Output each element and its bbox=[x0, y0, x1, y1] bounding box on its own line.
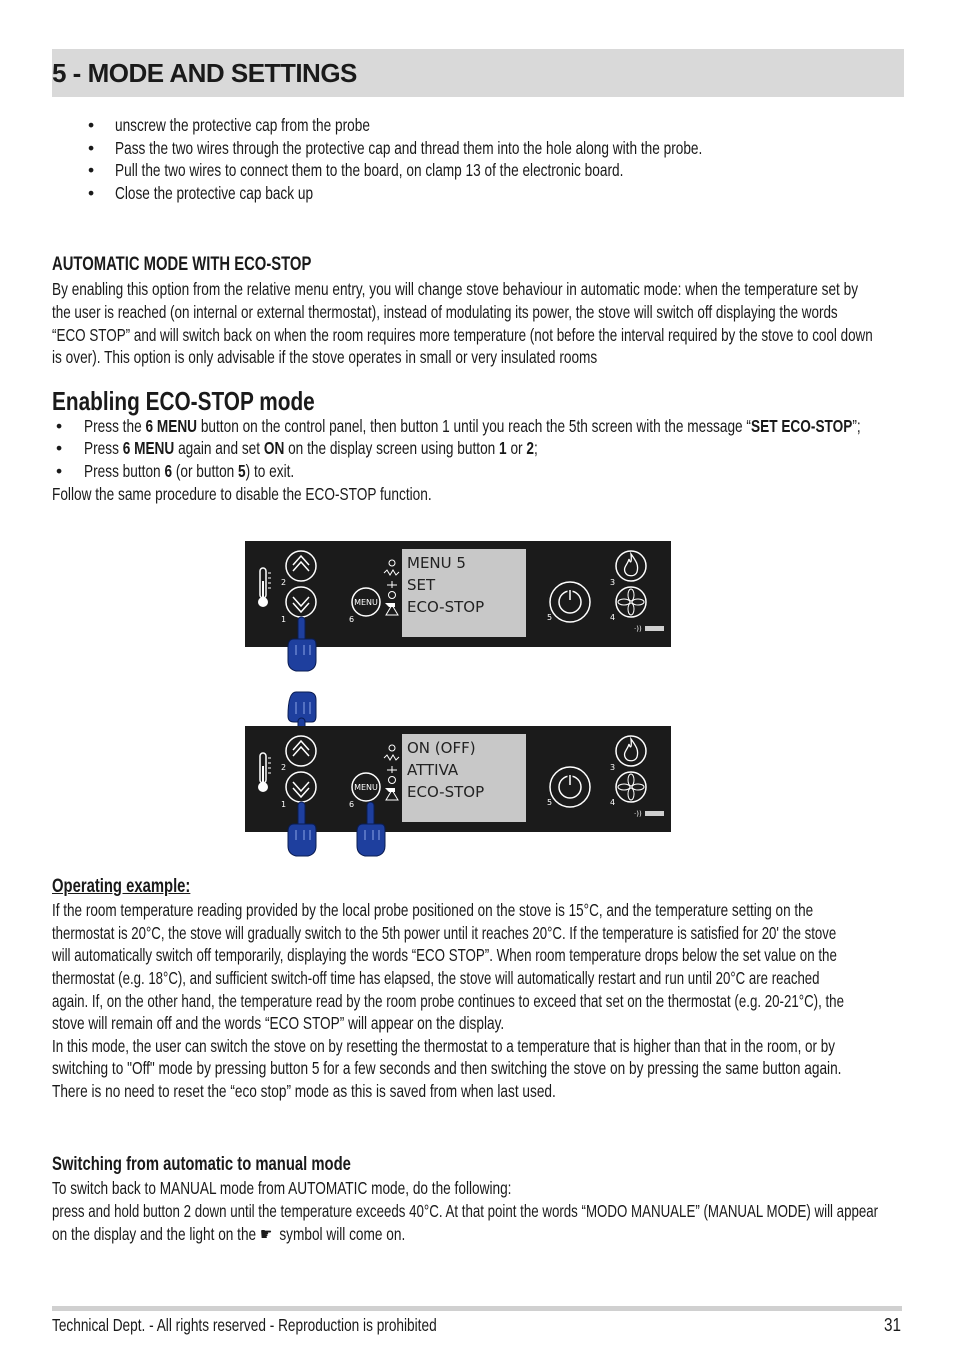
paragraph-line: If the room temperature reading provided by the local probe positioned on the stove is 15°C, and the temperature setting on the bbox=[52, 900, 814, 920]
button-number: 2 bbox=[281, 578, 287, 587]
svg-text:·)): ·)) bbox=[634, 810, 642, 818]
button-number: 3 bbox=[610, 578, 616, 587]
hand-press-down-icon bbox=[282, 615, 322, 675]
hand-pointer-icon bbox=[385, 603, 395, 607]
hand-pointer-icon bbox=[385, 788, 395, 792]
paragraph-line: “ECO STOP” and will switch back on when the room requires more temperature (not before the interval required by the stove to cool down bbox=[52, 325, 873, 345]
footer-text: Technical Dept. - All rights reserved - Reproduction is prohibited bbox=[52, 1315, 437, 1335]
button-number: 3 bbox=[610, 763, 616, 772]
paragraph-line: is over). This option is only advisable if the stove operates in small or very insulated rooms bbox=[52, 347, 598, 367]
flame-button-icon bbox=[616, 551, 646, 581]
paragraph-line: There is no need to reset the “eco stop” mode as this is saved from when last used. bbox=[52, 1081, 556, 1101]
example-heading: Operating example: bbox=[52, 876, 191, 897]
button-number: 4 bbox=[610, 613, 616, 622]
button-number: 6 bbox=[349, 615, 355, 624]
manual-heading: Switching from automatic to manual mode bbox=[52, 1154, 351, 1175]
down-button-icon bbox=[286, 772, 316, 802]
flame-button-icon bbox=[616, 736, 646, 766]
button-number: 1 bbox=[281, 615, 287, 624]
paragraph-line: To switch back to MANUAL mode from AUTOMATIC mode, do the following: bbox=[52, 1178, 512, 1198]
hand-press-menu-icon bbox=[351, 800, 391, 860]
lcd-display: ON (OFF) ATTIVA ECO-STOP bbox=[402, 734, 526, 822]
button-number: 4 bbox=[610, 798, 616, 807]
paragraph-line: press and hold button 2 down until the temperature exceeds 40°C. At that point the words “MODO MANUALE” (MANUAL MODE) will appear bbox=[52, 1201, 879, 1221]
fan-button-icon bbox=[616, 772, 646, 802]
paragraph-line: again. If, on the other hand, the temperature read by the room probe continues to exceed that set on the thermostat (e.g. 20-21°C), the bbox=[52, 991, 844, 1011]
auto-mode-heading: AUTOMATIC MODE WITH ECO-STOP bbox=[52, 254, 312, 275]
remote-indicator bbox=[645, 626, 664, 631]
enabling-heading: Enabling ECO-STOP mode bbox=[52, 386, 315, 416]
paragraph-line: the user is reached (on internal or external thermostat), instead of modulating its power, the stove will switch off displaying the words bbox=[52, 302, 838, 322]
button-number: 5 bbox=[547, 798, 553, 807]
hand-pointer-icon: ☛ bbox=[259, 1225, 273, 1245]
lcd-display: MENU 5 SET ECO-STOP bbox=[402, 549, 526, 637]
power-button-icon bbox=[550, 582, 590, 622]
button-number: 6 bbox=[349, 800, 355, 809]
paragraph-line: will automatically switch off temporarily, displaying the words “ECO STOP”. When room temperature drops below the set value on the bbox=[52, 945, 837, 965]
remote-indicator bbox=[645, 811, 664, 816]
button-number: 2 bbox=[281, 763, 287, 772]
down-button-icon bbox=[286, 587, 316, 617]
paragraph-line: thermostat (e.g. 18°C), and sufficient switch-off time has elapsed, the stove will automatically restart and run until 20°C are reached bbox=[52, 968, 820, 988]
power-button-icon bbox=[550, 767, 590, 807]
paragraph-line: thermostat is 20°C, the stove will gradually switch to the 5th power until it reaches 20°C. If the temperature is satisfied for 20' the stove bbox=[52, 923, 837, 943]
hand-press-down-icon bbox=[282, 800, 322, 860]
follow-text: Follow the same procedure to disable the ECO-STOP function. bbox=[52, 484, 432, 504]
paragraph-line: In this mode, the user can switch the stove on by resetting the thermostat to a temperature that is higher than that in the room, or by bbox=[52, 1036, 835, 1056]
button-number: 5 bbox=[547, 613, 553, 622]
svg-text:·)): ·)) bbox=[634, 625, 642, 633]
paragraph-line: By enabling this option from the relative menu entry, you will change stove behaviour in automatic mode: when the temperature set by bbox=[52, 279, 859, 299]
thermometer-icon bbox=[258, 753, 271, 792]
section-title: 5 - MODE AND SETTINGS bbox=[52, 58, 357, 88]
paragraph-line: switching to "Off" mode by pressing button 5 for a few seconds and then switching the stove on by pressing the same button again. bbox=[52, 1058, 842, 1078]
up-button-icon bbox=[286, 551, 316, 581]
button-number: 1 bbox=[281, 800, 287, 809]
thermometer-icon bbox=[258, 568, 271, 607]
footer-rule bbox=[52, 1306, 902, 1311]
paragraph-line: on the display and the light on the ☛ symbol will come on. bbox=[52, 1224, 406, 1245]
paragraph-line: stove will remain off and the words “ECO STOP” will appear on the display. bbox=[52, 1013, 505, 1033]
up-button-icon bbox=[286, 736, 316, 766]
svg-text:MENU: MENU bbox=[354, 598, 378, 607]
fan-button-icon bbox=[616, 587, 646, 617]
page-number: 31 bbox=[884, 1315, 902, 1335]
svg-text:MENU: MENU bbox=[354, 783, 378, 792]
